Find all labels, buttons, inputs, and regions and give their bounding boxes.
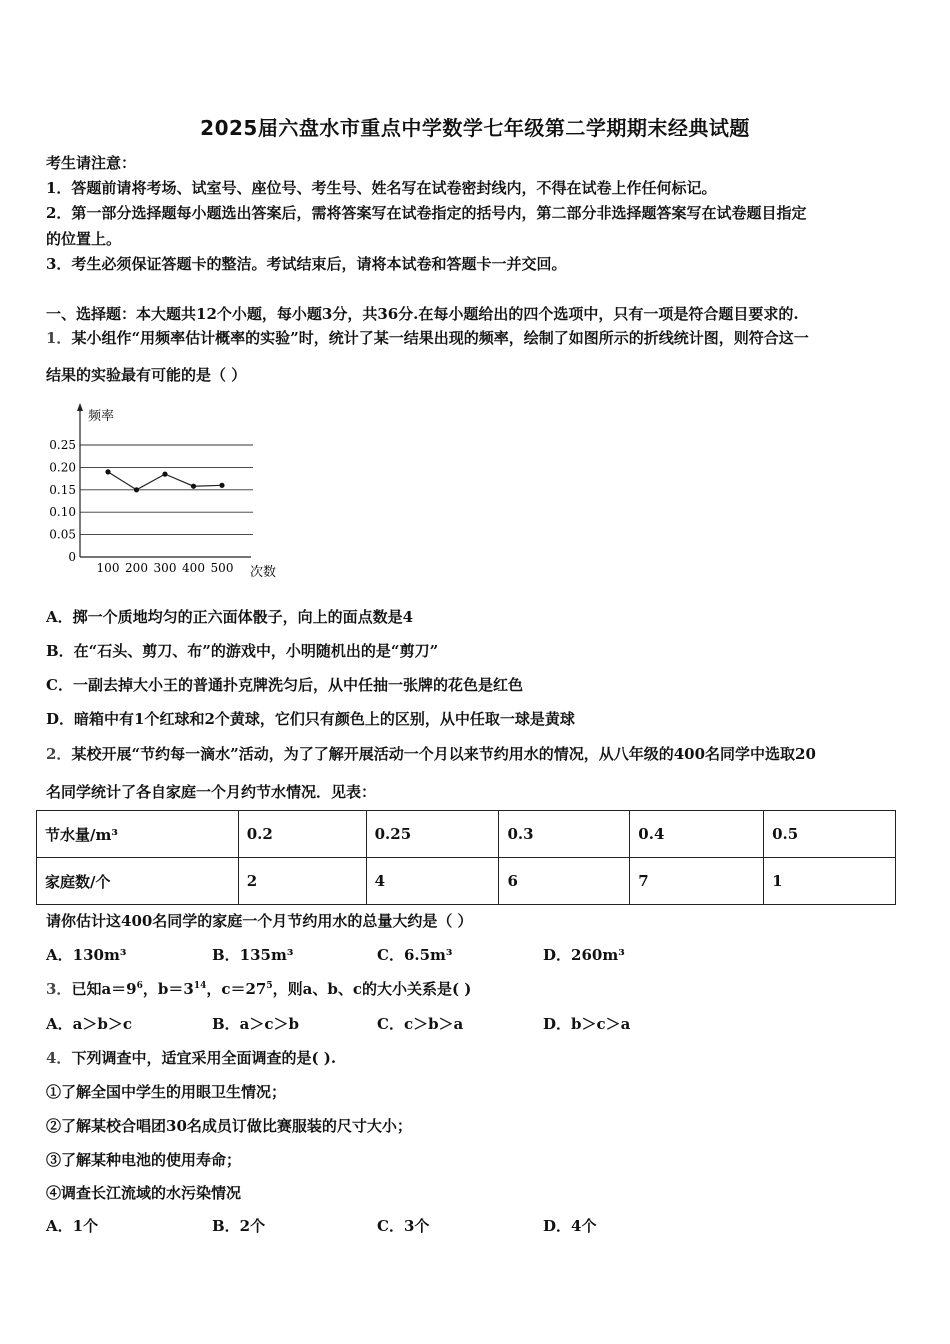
q3-option-c: C．c＞b＞a bbox=[377, 1015, 464, 1033]
q4-option-d: D．4个 bbox=[543, 1217, 597, 1235]
x-tick-label: 300 bbox=[153, 561, 177, 575]
x-tick-label: 100 bbox=[96, 561, 120, 575]
notice-heading: 考生请注意： bbox=[46, 154, 137, 172]
x-tick-label: 500 bbox=[210, 561, 234, 575]
y-tick-label: 0.05 bbox=[49, 527, 76, 542]
q2-option-a: A．130m³ bbox=[46, 946, 127, 964]
q3-option-d: D．b＞c＞a bbox=[543, 1015, 631, 1033]
q3-text-part: ，c＝27 bbox=[206, 980, 267, 998]
question-2-ask: 请你估计这400名同学的家庭一个月节约用水的总量大约是（ ） bbox=[46, 912, 473, 930]
q1-option-a: A．掷一个质地均匀的正六面体骰子，向上的面点数是4 bbox=[46, 608, 414, 626]
q1-option-b: B．在“石头、剪刀、布”的游戏中，小明随机出的是“剪刀” bbox=[46, 642, 439, 660]
y-axis-label: 频率 bbox=[88, 409, 115, 424]
question-2-stem bbox=[46, 743, 816, 764]
x-tick-labels bbox=[97, 561, 234, 575]
q1-option-c: C．一副去掉大小王的普通扑克牌洗匀后，从中任抽一张牌的花色是红色 bbox=[46, 676, 523, 694]
q4-item: ①了解全国中学生的用眼卫生情况； bbox=[46, 1083, 287, 1101]
question-text: 某小组作“用频率估计概率的实验”时，统计了某一结果出现的频率，绘制了如图所示的折线统计图，则符合这一 bbox=[71, 329, 809, 347]
x-tick-label: 400 bbox=[182, 561, 205, 575]
q3-text-part: ，b＝3 bbox=[142, 980, 194, 998]
page-title: 2025届六盘水市重点中学数学七年级第二学期期末经典试题 bbox=[200, 116, 750, 140]
q3-text-part: 已知a＝9 bbox=[71, 980, 137, 998]
table-header-cell: 节水量/m³ bbox=[37, 811, 239, 858]
q1-option-d: D．暗箱中有1个红球和2个黄球，它们只有颜色上的区别，从中任取一球是黄球 bbox=[46, 710, 575, 728]
frequency-line-chart bbox=[46, 400, 286, 585]
q4-item: ③了解某种电池的使用寿命； bbox=[46, 1151, 242, 1169]
q2-option-c: C．6.5m³ bbox=[377, 946, 453, 964]
question-text: 某校开展“节约每一滴水”活动，为了了解开展活动一个月以来节约用水的情况，从八年级的400名同学中选取20 bbox=[71, 745, 816, 763]
chart-grid bbox=[80, 445, 253, 535]
data-point bbox=[105, 469, 110, 474]
notice-item: 3．考生必须保证答题卡的整洁。考试结束后，请将本试卷和答题卡一并交回。 bbox=[46, 255, 567, 273]
question-number: 1． bbox=[46, 329, 72, 347]
q4-option-a: A．1个 bbox=[46, 1217, 99, 1235]
question-number: 4． bbox=[46, 1049, 72, 1067]
table-cell: 0.2 bbox=[238, 811, 366, 858]
y-tick-label: 0.15 bbox=[49, 482, 76, 497]
data-point bbox=[219, 483, 224, 488]
table-cell: 4 bbox=[366, 858, 499, 905]
y-tick-label: 0.20 bbox=[49, 460, 76, 475]
data-point bbox=[134, 487, 139, 492]
table-cell: 6 bbox=[499, 858, 630, 905]
notice-item: 2．第一部分选择题每小题选出答案后，需将答案写在试卷指定的括号内，第二部分非选择题答案写在试卷题目指定 bbox=[46, 204, 807, 222]
q3-option-a: A．a＞b＞c bbox=[46, 1015, 132, 1033]
q3-text-part: ，则a、b、c的大小关系是( ) bbox=[272, 980, 472, 998]
y-tick-label: 0 bbox=[68, 550, 76, 564]
exponent: 6 bbox=[136, 981, 143, 991]
y-tick-label: 0.25 bbox=[49, 438, 76, 452]
exponent: 14 bbox=[193, 981, 207, 991]
section-heading: 一、选择题：本大题共12个小题，每小题3分，共36分.在每小题给出的四个选项中，只有一项是符合题目要求的. bbox=[46, 305, 799, 323]
water-saving-table bbox=[36, 810, 896, 905]
exponent: 5 bbox=[266, 981, 273, 991]
q4-item: ②了解某校合唱团30名成员订做比赛服装的尺寸大小； bbox=[46, 1117, 412, 1135]
notice-item: 1．答题前请将考场、试室号、座位号、考生号、姓名写在试卷密封线内，不得在试卷上作任何标记。 bbox=[46, 179, 717, 197]
q3-option-b: B．a＞c＞b bbox=[212, 1015, 300, 1033]
question-number: 2． bbox=[46, 745, 72, 763]
table-row bbox=[37, 811, 896, 858]
table-cell: 0.4 bbox=[630, 811, 764, 858]
q2-option-b: B．135m³ bbox=[212, 946, 294, 964]
question-text: 下列调查中，适宜采用全面调查的是( ). bbox=[71, 1049, 337, 1067]
table-cell: 0.3 bbox=[499, 811, 630, 858]
question-2-stem-cont: 名同学统计了各自家庭一个月约节水情况．见表： bbox=[46, 783, 377, 801]
q2-option-d: D．260m³ bbox=[543, 946, 625, 964]
table-cell: 2 bbox=[238, 858, 366, 905]
table-row bbox=[37, 858, 896, 905]
table-cell: 0.25 bbox=[366, 811, 499, 858]
table-cell: 1 bbox=[764, 858, 896, 905]
y-tick-label: 0.10 bbox=[49, 505, 76, 520]
question-4-stem bbox=[46, 1047, 336, 1068]
y-tick-labels bbox=[49, 438, 76, 564]
table-cell: 7 bbox=[630, 858, 764, 905]
question-number: 3． bbox=[46, 980, 72, 998]
table-header-cell: 家庭数/个 bbox=[37, 858, 239, 905]
table-cell: 0.5 bbox=[764, 811, 896, 858]
question-1-stem-cont: 结果的实验最有可能的是（ ） bbox=[46, 366, 247, 384]
q4-option-b: B．2个 bbox=[212, 1217, 266, 1235]
question-1-stem bbox=[46, 327, 809, 348]
question-3-stem bbox=[46, 978, 471, 999]
x-tick-label: 200 bbox=[125, 561, 148, 575]
y-axis-arrow bbox=[77, 403, 83, 411]
data-point bbox=[191, 484, 196, 489]
notice-item: 的位置上。 bbox=[46, 230, 122, 248]
q4-option-c: C．3个 bbox=[377, 1217, 430, 1235]
x-axis-label: 次数 bbox=[250, 565, 277, 580]
data-point bbox=[162, 472, 167, 477]
q4-item: ④调查长江流域的水污染情况 bbox=[46, 1184, 242, 1202]
